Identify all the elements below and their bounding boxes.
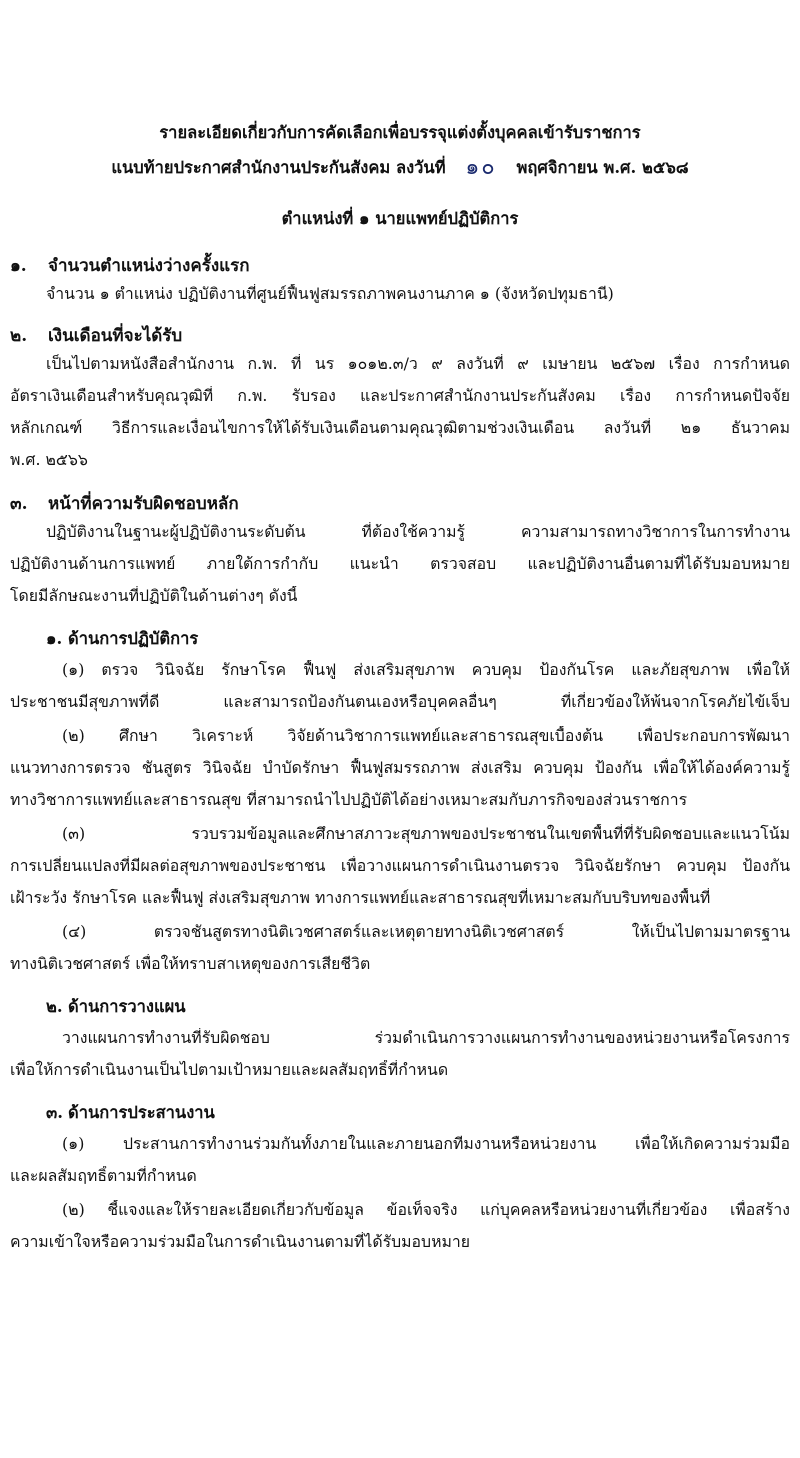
subsection-1-item-line: (๑) ตรวจ วินิจฉัย รักษาโรค ฟื้นฟู ส่งเสริมสุขภาพ ควบคุม ป้องกันโรค และภัยสุขภาพ เพื่อให้ xyxy=(62,660,790,679)
subsection-1-heading: ด้านการปฏิบัติการ xyxy=(68,629,199,648)
section-1-heading: จำนวนตำแหน่งว่างครั้งแรก xyxy=(48,256,250,276)
section-1-body: จำนวน ๑ ตำแหน่ง ปฏิบัติงานที่ศูนย์ฟื้นฟูสมรรถภาพคนงานภาค ๑ (จังหวัดปทุมธานี) xyxy=(46,284,614,303)
section-3-line: โดยมีลักษณะงานที่ปฏิบัติในด้านต่างๆ ดังนี้ xyxy=(10,586,298,605)
subsection-3-item-line: และผลสัมฤทธิ์ตามที่กำหนด xyxy=(10,1166,197,1185)
section-2-number: ๒. xyxy=(10,326,28,346)
subsection-1-title xyxy=(46,626,198,652)
subsection-2-line: เพื่อให้การดำเนินงานเป็นไปตามเป้าหมายและผลสัมฤทธิ์ที่กำหนด xyxy=(10,1060,449,1079)
section-1-number: ๑. xyxy=(10,256,27,276)
section-1-title xyxy=(10,252,250,279)
section-2-heading: เงินเดือนที่จะได้รับ xyxy=(48,326,183,346)
subsection-3-item-line: (๒) ชี้แจงและให้รายละเอียดเกี่ยวกับข้อมูล ข้อเท็จจริง แก่บุคคลหรือหน่วยงานที่เกี่ยวข้อง เพื่อสร้าง xyxy=(62,1200,790,1219)
section-2-line: อัตราเงินเดือนสำหรับคุณวุฒิที่ ก.พ. รับรอง และประกาศสำนักงานประกันสังคม เรื่อง การกำหนดปัจจัย xyxy=(10,386,790,405)
subsection-3-item-line: (๑) ประสานการทำงานร่วมกันทั้งภายในและภายนอกทีมงานหรือหน่วยงาน เพื่อให้เกิดความร่วมมือ xyxy=(62,1134,790,1153)
section-2-line: เป็นไปตามหนังสือสำนักงาน ก.พ. ที่ นร ๑๐๑๒.๓/ว ๙ ลงวันที่ ๙ เมษายน ๒๕๖๗ เรื่อง การกำหนด xyxy=(46,354,790,373)
subsection-1-item-line: การเปลี่ยนแปลงที่มีผลต่อสุขภาพของประชาชน เพื่อวางแผนการดำเนินงานตรวจ วินิจฉัยรักษา ควบคุม ป้องกัน xyxy=(10,856,790,875)
section-2-line: หลักเกณฑ์ วิธีการและเงื่อนไขการให้ได้รับเงินเดือนตามคุณวุฒิตามช่วงเงินเดือน ลงวันที่ ๒๑ ธันวาคม xyxy=(10,418,790,437)
document-title: รายละเอียดเกี่ยวกับการคัดเลือกเพื่อบรรจุแต่งตั้งบุคคลเข้ารับราชการ xyxy=(159,123,641,142)
subsection-3-item-line: ความเข้าใจหรือความร่วมมือในการดำเนินงานตามที่ได้รับมอบหมาย xyxy=(10,1232,471,1251)
subsection-3-title xyxy=(46,1100,215,1126)
announcement-reference xyxy=(0,148,800,183)
section-3-title xyxy=(10,490,239,517)
subsection-2-line: วางแผนการทำงานที่รับผิดชอบ ร่วมดำเนินการวางแผนการทำงานของหน่วยงานหรือโครงการ xyxy=(62,1028,790,1047)
subsection-3-number: ๓. xyxy=(46,1103,64,1122)
position-title: ตำแหน่งที่ ๑ นายแพทย์ปฏิบัติการ xyxy=(281,209,519,228)
subsection-1-item-line: เฝ้าระวัง รักษาโรค และฟื้นฟู ส่งเสริมสุขภาพ ทางการแพทย์และสาธารณสุขที่เหมาะสมกับบริบทของพื้นที่ xyxy=(10,888,711,907)
subsection-1-item-line: (๒) ศึกษา วิเคราะห์ วิจัยด้านวิชาการแพทย์และสาธารณสุขเบื้องต้น เพื่อประกอบการพัฒนา xyxy=(62,726,790,745)
subsection-2-heading: ด้านการวางแผน xyxy=(68,997,186,1016)
subsection-1-item-line: (๔) ตรวจชันสูตรทางนิติเวชศาสตร์และเหตุตายทางนิติเวชศาสตร์ ให้เป็นไปตามมาตรฐาน xyxy=(62,922,790,941)
section-3-heading: หน้าที่ความรับผิดชอบหลัก xyxy=(48,494,239,514)
subsection-2-number: ๒. xyxy=(46,997,63,1016)
section-3-line: ปฏิบัติงานด้านการแพทย์ ภายใต้การกำกับ แนะนำ ตรวจสอบ และปฏิบัติงานอื่นตามที่ได้รับมอบหมาย xyxy=(10,554,790,573)
handwritten-day: ๑๐ xyxy=(465,155,497,180)
subsection-2-title xyxy=(46,994,186,1020)
subsection-1-number: ๑. xyxy=(46,629,63,648)
section-3-line: ปฏิบัติงานในฐานะผู้ปฏิบัติงานระดับต้น ที่ต้องใช้ความรู้ ความสามารถทางวิชาการในการทำงาน xyxy=(46,522,790,541)
subsection-1-item-line: ทางนิติเวชศาสตร์ เพื่อให้ทราบสาเหตุของการเสียชีวิต xyxy=(10,954,371,973)
announcement-prefix: แนบท้ายประกาศสำนักงานประกันสังคม ลงวันที่ xyxy=(111,158,446,177)
announcement-date: พฤศจิกายน พ.ศ. ๒๕๖๘ xyxy=(516,158,689,177)
section-2-line: พ.ศ. ๒๕๖๖ xyxy=(10,450,88,469)
subsection-1-item-line: ประชาชนมีสุขภาพที่ดี และสามารถป้องกันตนเองหรือบุคคลอื่นๆ ที่เกี่ยวข้องให้พ้นจากโรคภัยไข้เจ็บ xyxy=(10,692,790,711)
subsection-3-heading: ด้านการประสานงาน xyxy=(68,1103,215,1122)
subsection-1-item-line: (๓) รวบรวมข้อมูลและศึกษาสภาวะสุขภาพของประชาชนในเขตพื้นที่ที่รับผิดชอบและแนวโน้ม xyxy=(62,824,790,843)
section-2-title xyxy=(10,322,182,349)
subsection-1-item-line: แนวทางการตรวจ ชันสูตร วินิจฉัย บำบัดรักษา ฟื้นฟูสมรรถภาพ ส่งเสริม ควบคุม ป้องกัน เพื่อให้ได้องค์ความรู้ xyxy=(10,758,790,777)
subsection-1-item-line: ทางวิชาการแพทย์และสาธารณสุข ที่สามารถนำไปปฏิบัติได้อย่างเหมาะสมกับภารกิจของส่วนราชการ xyxy=(10,790,688,809)
section-3-number: ๓. xyxy=(10,494,28,514)
